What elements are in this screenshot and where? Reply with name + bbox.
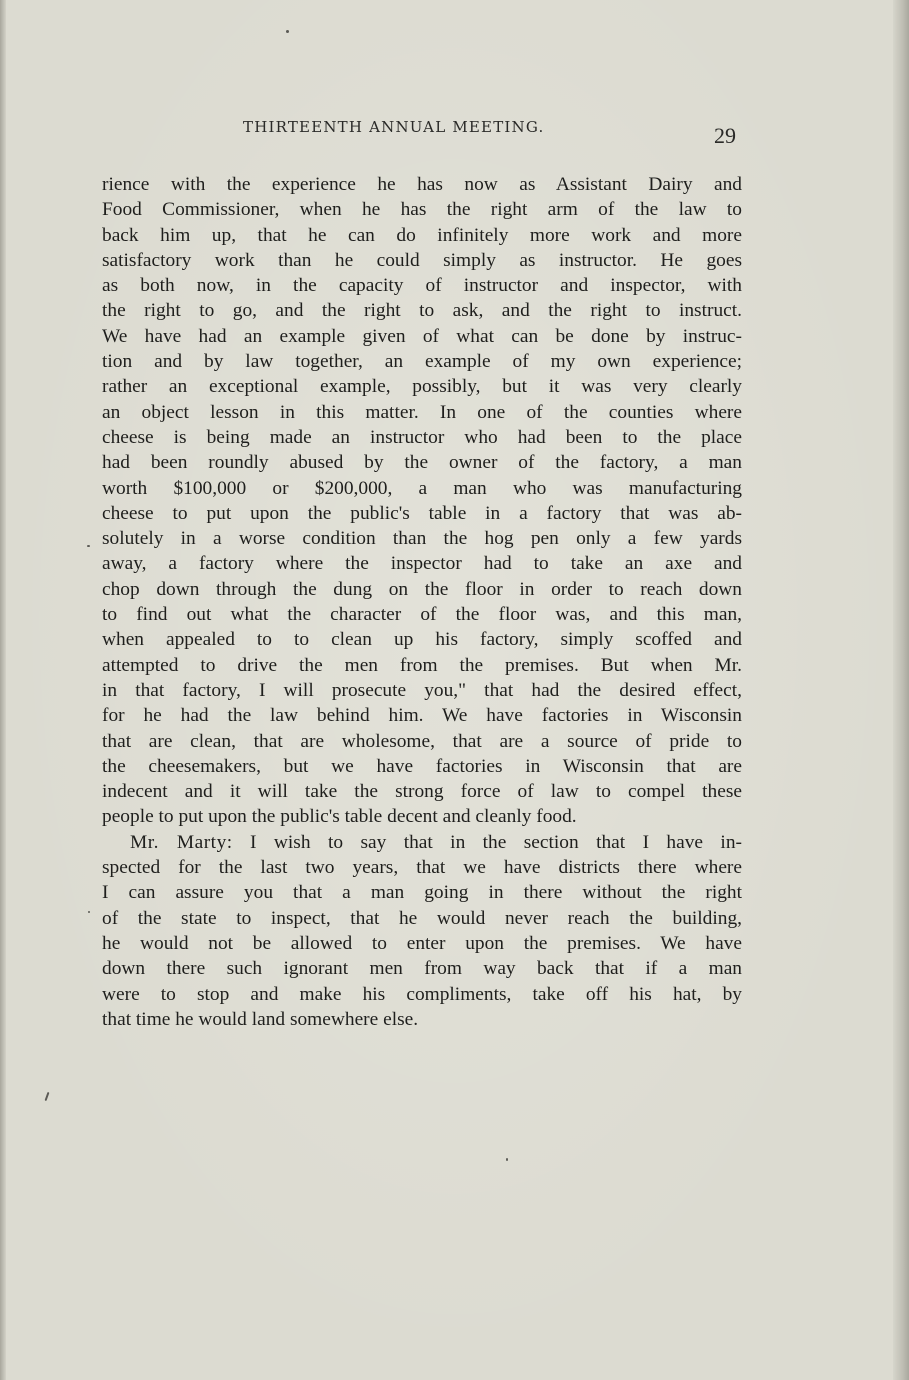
text-line: I can assure you that a man going in there without the right	[102, 882, 742, 904]
text-line: cheese to put upon the public's table in a factory that was ab-	[102, 502, 742, 524]
text-line: solutely in a worse condition than the hog pen only a few yards	[102, 528, 742, 550]
paper-speck	[45, 1092, 50, 1101]
text-line: back him up, that he can do infinitely more work and more	[102, 224, 742, 246]
text-line: as both now, in the capacity of instructor and inspector, with	[102, 275, 742, 297]
text-line: indecent and it will take the strong force of law to compel these	[102, 781, 742, 803]
text-line: people to put upon the public's table decent and cleanly food.	[102, 806, 577, 828]
page-left-edge	[0, 0, 6, 1380]
text-line: rience with the experience he has now as Assistant Dairy and	[102, 174, 742, 195]
text-line: attempted to drive the men from the premises. But when Mr.	[102, 654, 742, 676]
text-line: when appealed to to clean up his factory, simply scoffed and	[102, 629, 742, 651]
paper-speck	[506, 1158, 508, 1161]
text-line: he would not be allowed to enter upon the premises. We have	[102, 932, 742, 954]
text-line: down there such ignorant men from way back that if a man	[102, 958, 742, 980]
text-line: cheese is being made an instructor who had been to the place	[102, 426, 742, 448]
text-line: an object lesson in this matter. In one of the counties where	[102, 401, 742, 423]
text-line: Food Commissioner, when he has the right arm of the law to	[102, 199, 742, 221]
text-line: rather an exceptional example, possibly, but it was very clearly	[102, 376, 742, 398]
text-line	[102, 830, 742, 855]
text-line: for he had the law behind him. We have factories in Wisconsin	[102, 705, 742, 727]
text-line: in that factory, I will prosecute you," that had the desired effect,	[102, 679, 742, 701]
speaker-name: Mr. Marty:	[130, 831, 233, 853]
paper-speck	[87, 545, 90, 547]
text-line: tion and by law together, an example of my own experience;	[102, 351, 742, 373]
text-line: satisfactory work than he could simply as instructor. He goes	[102, 249, 742, 271]
paper-speck	[286, 30, 289, 33]
text-line: were to stop and make his compliments, take off his hat, by	[102, 983, 742, 1005]
page-number: 29	[714, 123, 736, 148]
text-line: spected for the last two years, that we have districts there where	[102, 857, 742, 879]
paragraph-1	[102, 172, 742, 830]
text-line: the cheesemakers, but we have factories in Wisconsin that are	[102, 755, 742, 777]
text-line: the right to go, and the right to ask, and the right to instruct.	[102, 300, 742, 322]
body-text	[102, 172, 742, 1032]
text-line: away, a factory where the inspector had to take an axe and	[102, 553, 742, 575]
text-line: that time he would land somewhere else.	[102, 1008, 419, 1030]
paper-speck	[88, 911, 90, 913]
running-head: THIRTEENTH ANNUAL MEETING.	[243, 118, 545, 136]
paragraph-2	[102, 830, 742, 1032]
text-run: I wish to say that in the section that I have in-	[232, 831, 742, 853]
text-line: to find out what the character of the floor was, and this man,	[102, 604, 742, 626]
text-line: of the state to inspect, that he would never reach the building,	[102, 907, 742, 929]
text-line: that are clean, that are wholesome, that are a source of pride to	[102, 730, 742, 752]
text-line: had been roundly abused by the owner of the factory, a man	[102, 452, 742, 474]
text-line: worth $100,000 or $200,000, a man who was manufacturing	[102, 477, 742, 499]
text-line: We have had an example given of what can be done by instruc-	[102, 325, 742, 347]
text-line: chop down through the dung on the floor in order to reach down	[102, 578, 742, 600]
page-right-edge	[893, 0, 909, 1380]
